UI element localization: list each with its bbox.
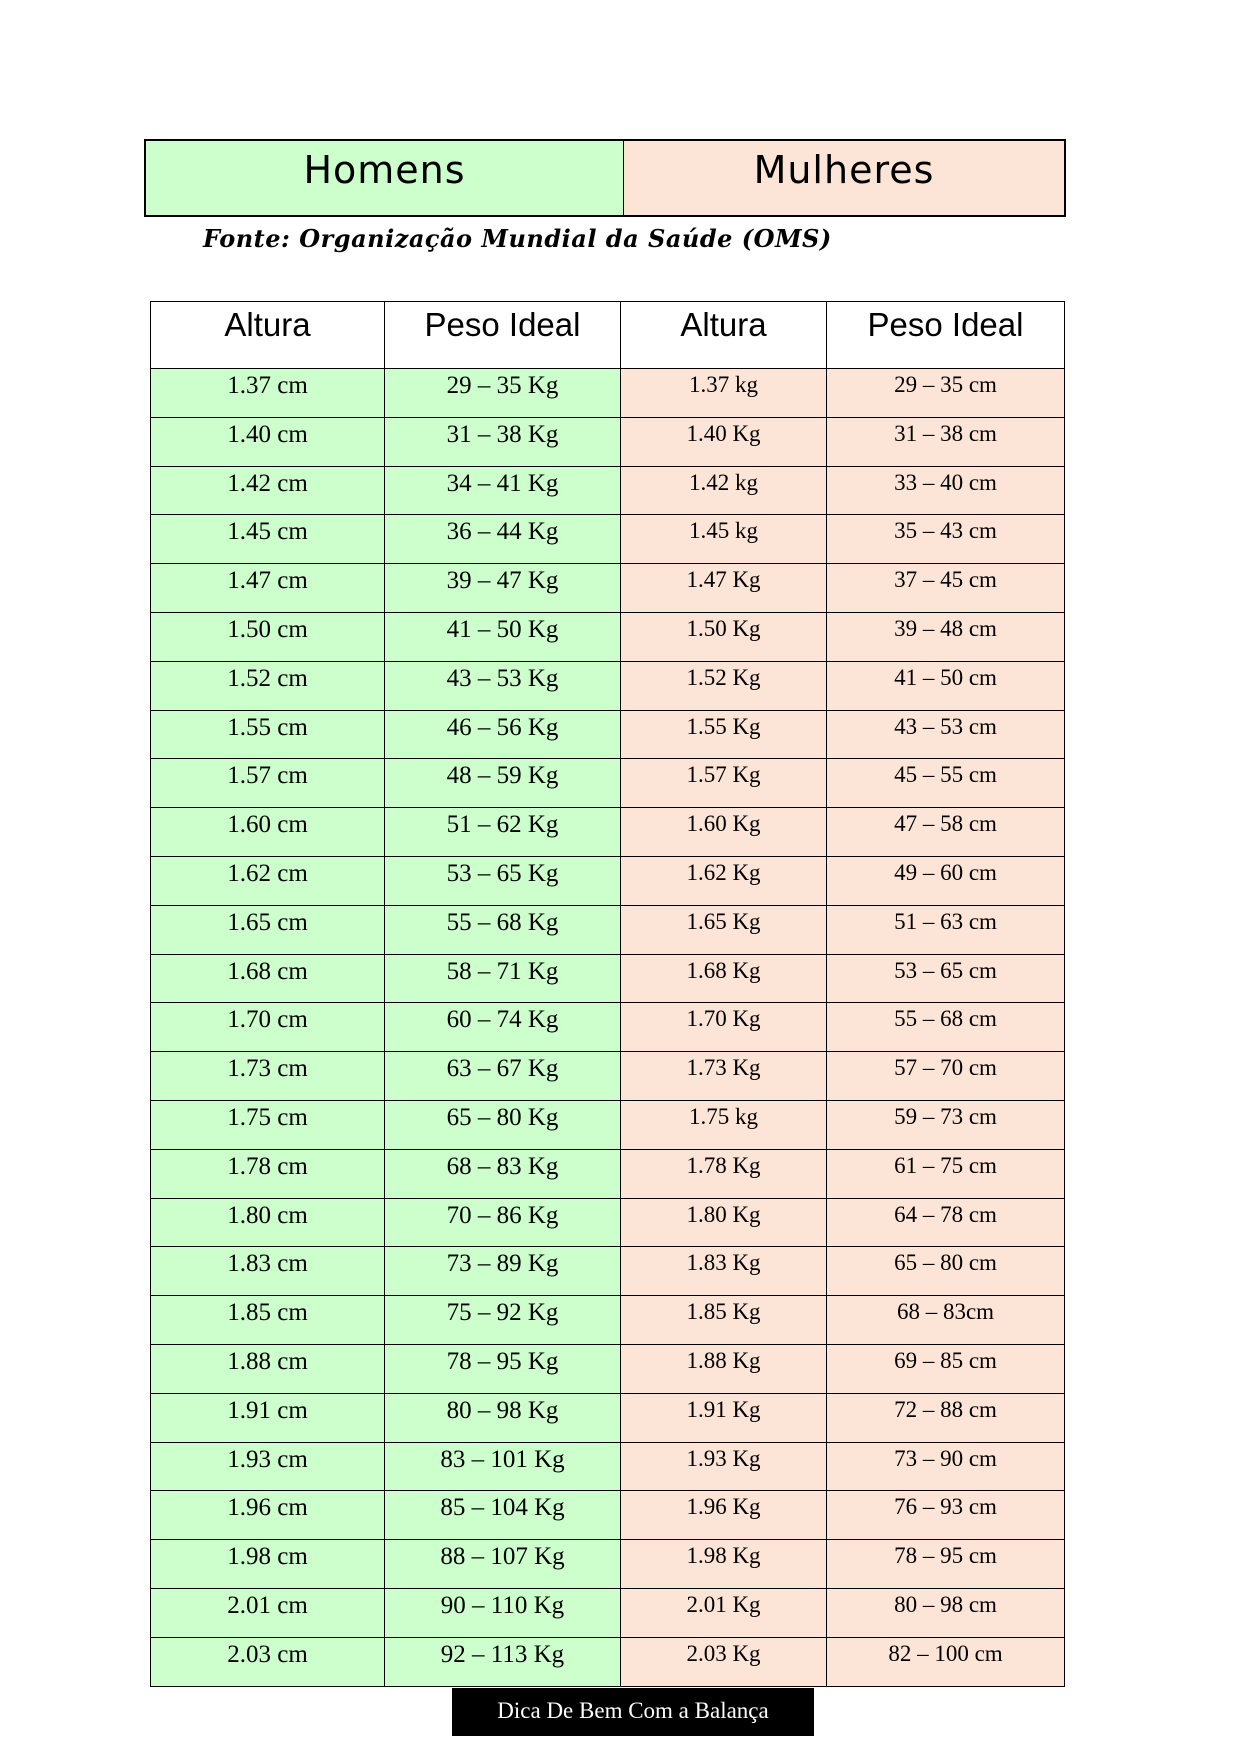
men-weight-cell: 65 – 80 Kg <box>385 1100 621 1149</box>
table-row <box>151 1052 1065 1101</box>
men-height-cell: 1.42 cm <box>151 466 385 515</box>
men-weight-cell: 36 – 44 Kg <box>385 515 621 564</box>
women-weight-cell: 47 – 58 cm <box>827 808 1065 857</box>
women-height-cell: 1.93 Kg <box>621 1442 827 1491</box>
table-row <box>151 1100 1065 1149</box>
men-header: Homens <box>146 141 624 215</box>
women-header: Mulheres <box>624 141 1064 215</box>
men-weight-cell: 55 – 68 Kg <box>385 905 621 954</box>
table-row <box>151 1637 1065 1686</box>
men-height-cell: 1.88 cm <box>151 1344 385 1393</box>
table-row <box>151 1442 1065 1491</box>
men-height-cell: 1.37 cm <box>151 369 385 418</box>
men-height-cell: 1.65 cm <box>151 905 385 954</box>
ideal-weight-table <box>150 301 1065 1687</box>
men-weight-cell: 73 – 89 Kg <box>385 1247 621 1296</box>
men-height-cell: 1.52 cm <box>151 661 385 710</box>
women-height-cell: 1.73 Kg <box>621 1052 827 1101</box>
men-height-cell: 1.55 cm <box>151 710 385 759</box>
men-height-cell: 2.03 cm <box>151 1637 385 1686</box>
table-row <box>151 1198 1065 1247</box>
men-weight-cell: 92 – 113 Kg <box>385 1637 621 1686</box>
men-weight-cell: 85 – 104 Kg <box>385 1491 621 1540</box>
men-height-cell: 1.93 cm <box>151 1442 385 1491</box>
men-weight-cell: 39 – 47 Kg <box>385 564 621 613</box>
women-height-cell: 1.45 kg <box>621 515 827 564</box>
footer-badge: Dica De Bem Com a Balança <box>452 1688 814 1736</box>
table-row <box>151 661 1065 710</box>
women-height-cell: 1.60 Kg <box>621 808 827 857</box>
women-height-cell: 1.57 Kg <box>621 759 827 808</box>
men-height-cell: 1.91 cm <box>151 1393 385 1442</box>
table-body <box>151 369 1065 1687</box>
men-weight-cell: 48 – 59 Kg <box>385 759 621 808</box>
women-weight-cell: 68 – 83cm <box>827 1296 1065 1345</box>
women-weight-cell: 80 – 98 cm <box>827 1588 1065 1637</box>
women-weight-cell: 29 – 35 cm <box>827 369 1065 418</box>
women-weight-cell: 82 – 100 cm <box>827 1637 1065 1686</box>
men-weight-cell: 80 – 98 Kg <box>385 1393 621 1442</box>
table-row <box>151 1491 1065 1540</box>
men-height-cell: 1.73 cm <box>151 1052 385 1101</box>
men-height-cell: 1.96 cm <box>151 1491 385 1540</box>
men-weight-cell: 53 – 65 Kg <box>385 856 621 905</box>
men-weight-cell: 34 – 41 Kg <box>385 466 621 515</box>
women-height-cell: 1.83 Kg <box>621 1247 827 1296</box>
men-weight-cell: 90 – 110 Kg <box>385 1588 621 1637</box>
table-row <box>151 808 1065 857</box>
men-height-cell: 1.78 cm <box>151 1149 385 1198</box>
men-height-cell: 1.57 cm <box>151 759 385 808</box>
women-weight-cell: 59 – 73 cm <box>827 1100 1065 1149</box>
women-weight-cell: 41 – 50 cm <box>827 661 1065 710</box>
men-height-cell: 1.98 cm <box>151 1540 385 1589</box>
women-weight-cell: 37 – 45 cm <box>827 564 1065 613</box>
women-height-cell: 1.91 Kg <box>621 1393 827 1442</box>
men-weight-cell: 51 – 62 Kg <box>385 808 621 857</box>
table-header-row <box>151 302 1065 369</box>
women-height-cell: 2.03 Kg <box>621 1637 827 1686</box>
women-weight-cell: 57 – 70 cm <box>827 1052 1065 1101</box>
table-row <box>151 1393 1065 1442</box>
women-height-cell: 1.78 Kg <box>621 1149 827 1198</box>
men-height-cell: 1.60 cm <box>151 808 385 857</box>
women-weight-cell: 61 – 75 cm <box>827 1149 1065 1198</box>
women-height-cell: 1.47 Kg <box>621 564 827 613</box>
women-weight-cell: 55 – 68 cm <box>827 1003 1065 1052</box>
women-weight-cell: 78 – 95 cm <box>827 1540 1065 1589</box>
women-height-cell: 1.75 kg <box>621 1100 827 1149</box>
women-weight-cell: 43 – 53 cm <box>827 710 1065 759</box>
table-row <box>151 1588 1065 1637</box>
women-weight-cell: 65 – 80 cm <box>827 1247 1065 1296</box>
women-height-cell: 1.55 Kg <box>621 710 827 759</box>
men-weight-cell: 88 – 107 Kg <box>385 1540 621 1589</box>
men-height-cell: 1.83 cm <box>151 1247 385 1296</box>
table-row <box>151 417 1065 466</box>
source-note: Fonte: Organização Mundial da Saúde (OMS) <box>203 224 832 253</box>
table-row <box>151 1003 1065 1052</box>
men-weight-cell: 58 – 71 Kg <box>385 954 621 1003</box>
women-weight-cell: 45 – 55 cm <box>827 759 1065 808</box>
women-height-cell: 1.68 Kg <box>621 954 827 1003</box>
table-row <box>151 564 1065 613</box>
men-weight-cell: 31 – 38 Kg <box>385 417 621 466</box>
women-height-cell: 1.88 Kg <box>621 1344 827 1393</box>
women-height-cell: 1.62 Kg <box>621 856 827 905</box>
men-weight-cell: 41 – 50 Kg <box>385 612 621 661</box>
table-row <box>151 1247 1065 1296</box>
men-height-cell: 1.62 cm <box>151 856 385 905</box>
men-weight-cell: 63 – 67 Kg <box>385 1052 621 1101</box>
women-height-cell: 1.80 Kg <box>621 1198 827 1247</box>
men-height-cell: 1.80 cm <box>151 1198 385 1247</box>
women-height-cell: 1.50 Kg <box>621 612 827 661</box>
men-weight-cell: 75 – 92 Kg <box>385 1296 621 1345</box>
women-weight-cell: 72 – 88 cm <box>827 1393 1065 1442</box>
women-height-cell: 1.65 Kg <box>621 905 827 954</box>
women-weight-cell: 64 – 78 cm <box>827 1198 1065 1247</box>
table-row <box>151 466 1065 515</box>
table-row <box>151 1296 1065 1345</box>
women-weight-cell: 69 – 85 cm <box>827 1344 1065 1393</box>
column-header-women-height: Altura <box>621 302 827 369</box>
women-height-cell: 1.40 Kg <box>621 417 827 466</box>
column-header-women-weight: Peso Ideal <box>827 302 1065 369</box>
table-row <box>151 1149 1065 1198</box>
men-height-cell: 2.01 cm <box>151 1588 385 1637</box>
women-weight-cell: 35 – 43 cm <box>827 515 1065 564</box>
table-row <box>151 612 1065 661</box>
women-height-cell: 1.52 Kg <box>621 661 827 710</box>
women-weight-cell: 49 – 60 cm <box>827 856 1065 905</box>
table-row <box>151 710 1065 759</box>
women-weight-cell: 31 – 38 cm <box>827 417 1065 466</box>
men-height-cell: 1.85 cm <box>151 1296 385 1345</box>
men-weight-cell: 60 – 74 Kg <box>385 1003 621 1052</box>
table-row <box>151 369 1065 418</box>
column-header-men-weight: Peso Ideal <box>385 302 621 369</box>
women-height-cell: 1.96 Kg <box>621 1491 827 1540</box>
table-row <box>151 856 1065 905</box>
men-height-cell: 1.70 cm <box>151 1003 385 1052</box>
gender-header <box>144 139 1066 217</box>
men-weight-cell: 29 – 35 Kg <box>385 369 621 418</box>
table-row <box>151 1540 1065 1589</box>
women-height-cell: 1.70 Kg <box>621 1003 827 1052</box>
table-row <box>151 954 1065 1003</box>
women-height-cell: 1.98 Kg <box>621 1540 827 1589</box>
women-weight-cell: 33 – 40 cm <box>827 466 1065 515</box>
women-weight-cell: 39 – 48 cm <box>827 612 1065 661</box>
women-height-cell: 1.85 Kg <box>621 1296 827 1345</box>
table-row <box>151 515 1065 564</box>
table-row <box>151 1344 1065 1393</box>
men-height-cell: 1.45 cm <box>151 515 385 564</box>
men-height-cell: 1.40 cm <box>151 417 385 466</box>
women-weight-cell: 51 – 63 cm <box>827 905 1065 954</box>
women-height-cell: 1.42 kg <box>621 466 827 515</box>
men-weight-cell: 68 – 83 Kg <box>385 1149 621 1198</box>
table-row <box>151 759 1065 808</box>
men-weight-cell: 78 – 95 Kg <box>385 1344 621 1393</box>
women-height-cell: 1.37 kg <box>621 369 827 418</box>
women-height-cell: 2.01 Kg <box>621 1588 827 1637</box>
men-height-cell: 1.75 cm <box>151 1100 385 1149</box>
table-row <box>151 905 1065 954</box>
women-weight-cell: 53 – 65 cm <box>827 954 1065 1003</box>
women-weight-cell: 76 – 93 cm <box>827 1491 1065 1540</box>
men-weight-cell: 83 – 101 Kg <box>385 1442 621 1491</box>
men-weight-cell: 70 – 86 Kg <box>385 1198 621 1247</box>
men-height-cell: 1.47 cm <box>151 564 385 613</box>
men-height-cell: 1.68 cm <box>151 954 385 1003</box>
women-weight-cell: 73 – 90 cm <box>827 1442 1065 1491</box>
column-header-men-height: Altura <box>151 302 385 369</box>
men-weight-cell: 43 – 53 Kg <box>385 661 621 710</box>
men-weight-cell: 46 – 56 Kg <box>385 710 621 759</box>
men-height-cell: 1.50 cm <box>151 612 385 661</box>
